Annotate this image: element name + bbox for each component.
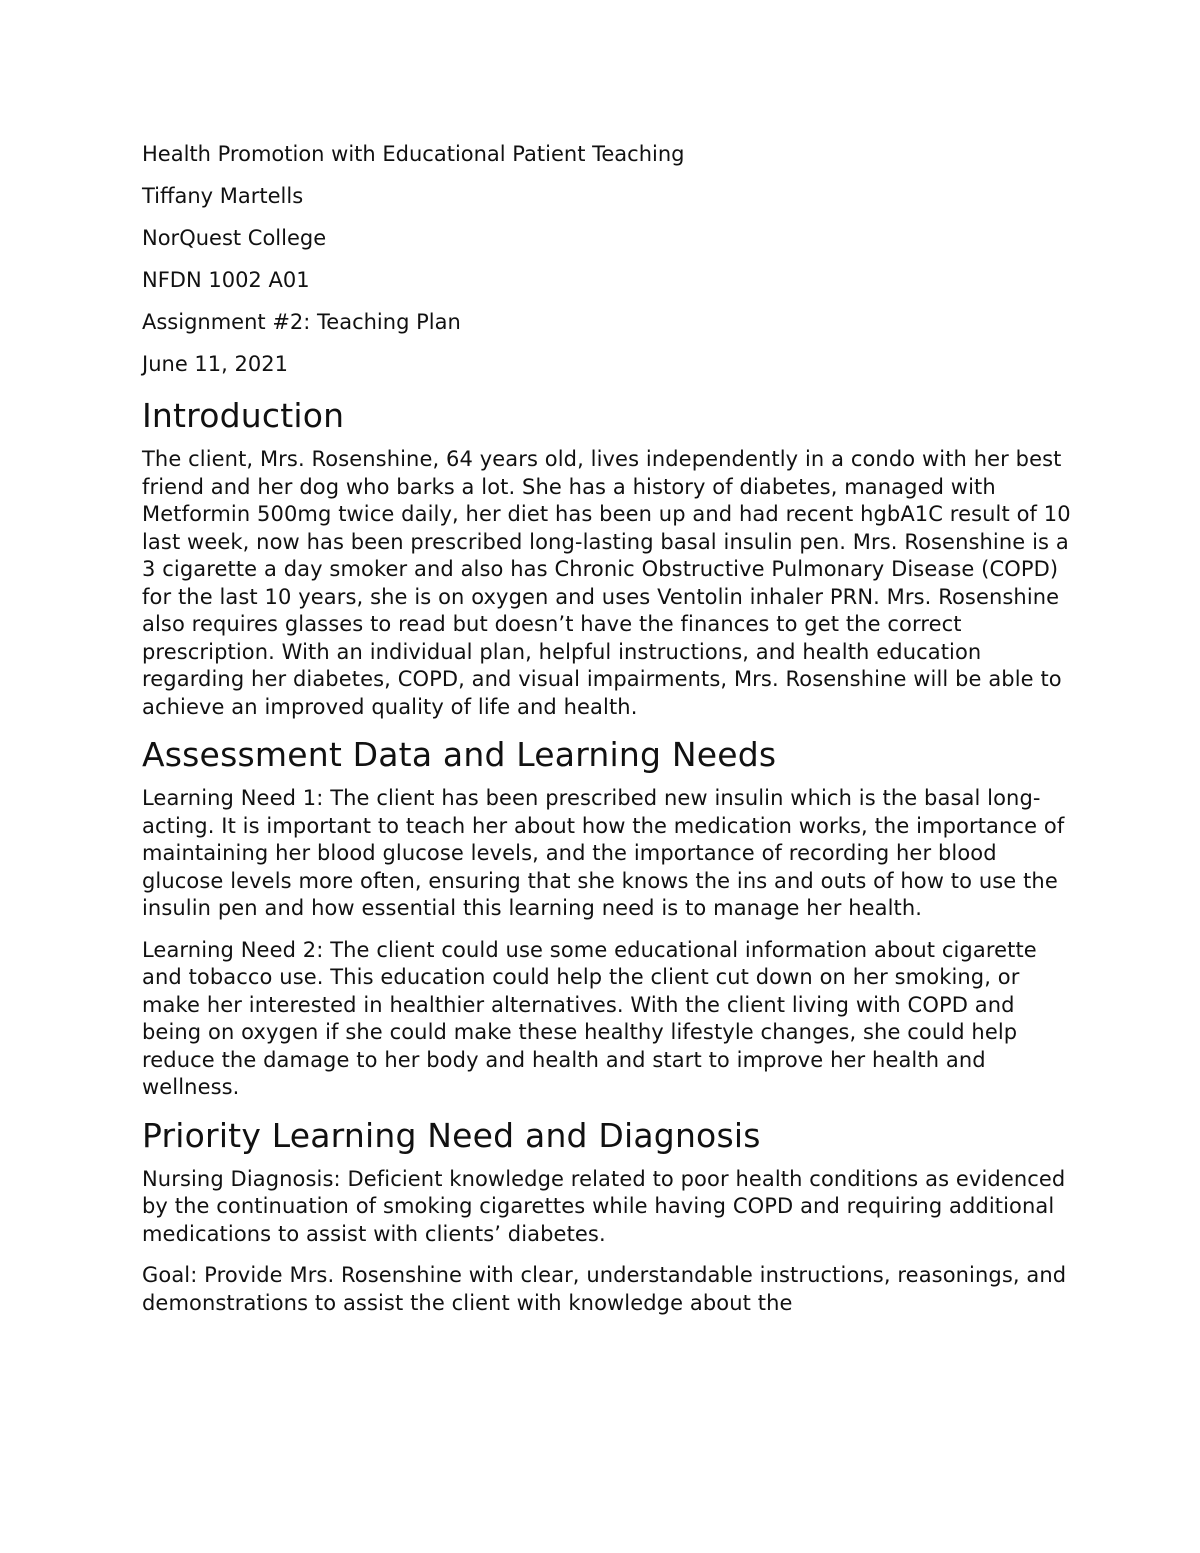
priority-section [142,1116,1072,1318]
introduction-paragraph: The client, Mrs. Rosenshine, 64 years old, lives independently in a condo with her best friend and her dog who barks a lot. She has a history of diabetes, managed with Metformin 500mg twice daily, her diet has been up and had recent hgbA1C result of 10 last week, now has been prescribed long-lasting basal insulin pen. Mrs. Rosenshine is a 3 cigarette a day smoker and also has Chronic Obstructive Pulmonary Disease (COPD) for the last 10 years, she is on oxygen and uses Ventolin inhaler PRN. Mrs. Rosenshine also requires glasses to read but doesn’t have the finances to get the correct prescription. With an individual plan, helpful instructions, and health education regarding her diabetes, COPD, and visual impairments, Mrs. Rosenshine will be able to achieve an improved quality of life and health. [142,447,1071,719]
assessment-section [142,735,1072,1102]
nursing-diagnosis-paragraph: Nursing Diagnosis: Deficient knowledge related to poor health conditions as evidenced by the continuation of smoking cigarettes while having COPD and requiring additional medications to assist with clients’ diabetes. [142,1166,1066,1246]
assignment-name: Assignment #2: Teaching Plan [142,310,461,334]
document-page [142,140,1072,1331]
institution-name: NorQuest College [142,226,327,250]
learning-need-1-paragraph: Learning Need 1: The client has been prescribed new insulin which is the basal long-acting. It is important to teach her about how the medication works, the importance of maintaining her blood glucose levels, and the importance of recording her blood glucose levels more often, ensuring that she knows the ins and outs of how to use the insulin pen and how essential this learning need is to manage her health. [142,786,1065,920]
course-code: NFDN 1002 A01 [142,268,310,292]
introduction-heading: Introduction [142,396,345,435]
document-title: Health Promotion with Educational Patient Teaching [142,142,685,166]
author-name: Tiffany Martells [142,184,304,208]
learning-need-2-paragraph: Learning Need 2: The client could use some educational information about cigarette and tobacco use. This education could help the client cut down on her smoking, or make her interested in healthier alternatives. With the client living with COPD and being on oxygen if she could make these healthy lifestyle changes, she could help reduce the damage to her body and health and start to improve her health and wellness. [142,937,1037,1099]
document-date: June 11, 2021 [142,352,288,376]
priority-heading: Priority Learning Need and Diagnosis [142,1115,761,1155]
title-block [142,140,1072,378]
goal-paragraph: Goal: Provide Mrs. Rosenshine with clear, understandable instructions, reasonings, and demonstrations to assist the client with knowledge about the [142,1263,1067,1315]
assessment-heading: Assessment Data and Learning Needs [142,735,777,774]
introduction-section [142,396,1072,721]
